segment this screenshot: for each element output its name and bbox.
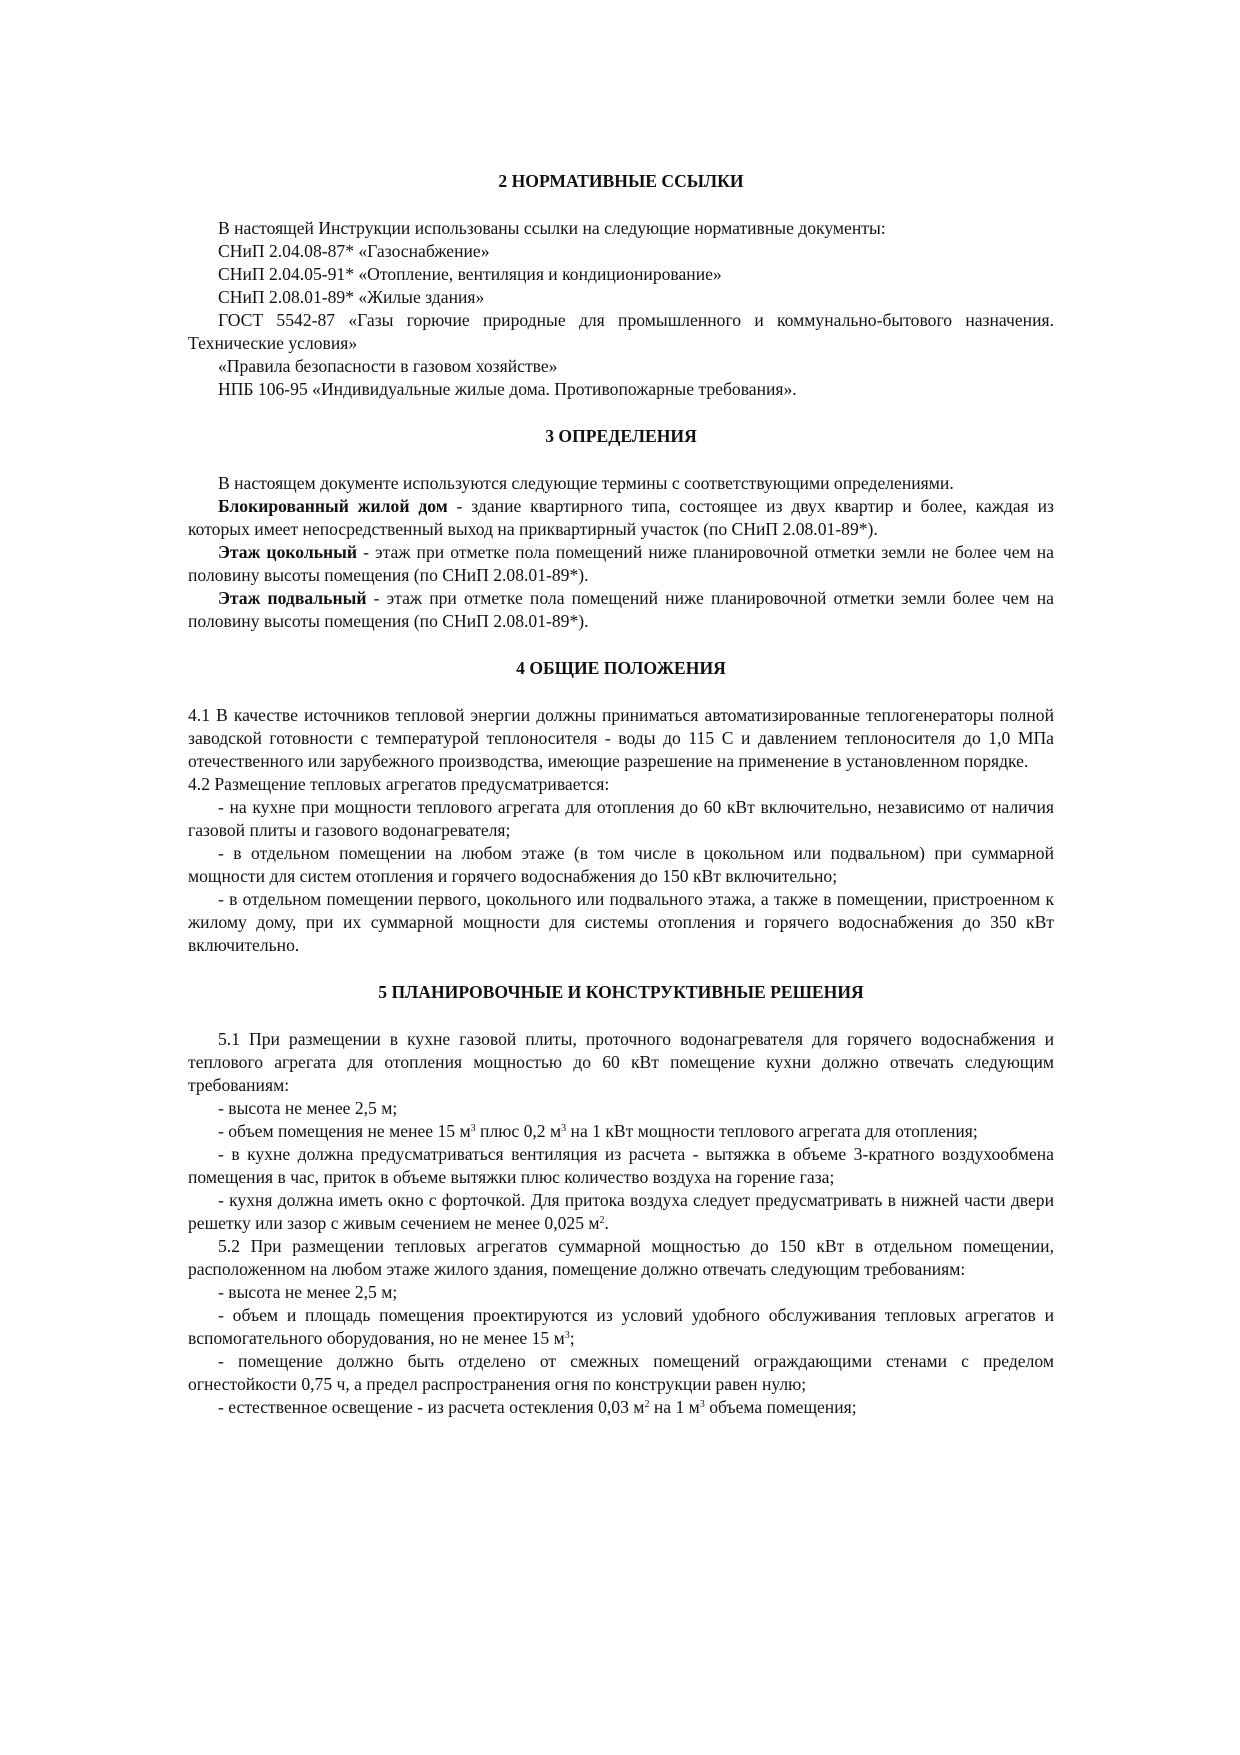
- text: плюс 0,2 м: [475, 1121, 562, 1141]
- section-4-body: [188, 704, 1054, 957]
- paragraph: 5.1 При размещении в кухне газовой плиты, проточного водонагревателя для горячего водоснабжения и теплового агрегата для отопления мощностью до 60 кВт помещение кухни должно отвечать следующим требованиям:: [188, 1029, 1054, 1095]
- list-item: - на кухне при мощности теплового агрегата для отопления до 60 кВт включительно, независимо от наличия газовой плиты и газового водонагревателя;: [188, 797, 1054, 840]
- text: на 1 м: [649, 1397, 700, 1417]
- text: на 1 кВт мощности теплового агрегата для отопления;: [566, 1121, 978, 1141]
- reference-item: НПБ 106-95 «Индивидуальные жилые дома. Противопожарные требования».: [218, 379, 797, 399]
- text: ;: [569, 1328, 575, 1348]
- superscript: 2: [644, 1399, 650, 1410]
- term: Этаж цокольный: [218, 542, 358, 562]
- superscript: 3: [561, 1123, 567, 1134]
- reference-item: «Правила безопасности в газовом хозяйстве»: [218, 356, 558, 376]
- superscript: 3: [699, 1399, 705, 1410]
- paragraph: 4.1 В качестве источников тепловой энергии должны приниматься автоматизированные теплогенераторы полной заводской готовности с температурой теплоносителя - воды до 115 С и давлением теплоносителя до 1,0 МПа отечественного или зарубежного производства, имеющие разрешение на применение в установленном порядке.: [188, 705, 1054, 771]
- list-item: - высота не менее 2,5 м;: [218, 1098, 398, 1118]
- term: Блокированный жилой дом: [218, 496, 448, 516]
- reference-item: СНиП 2.04.05-91* «Отопление, вентиляция и кондиционирование»: [218, 264, 722, 284]
- text: - объем и площадь помещения проектируются из условий удобного обслуживания тепловых агрегатов и вспомогательного оборудования, но не менее 15 м: [188, 1305, 1054, 1348]
- paragraph: 4.2 Размещение тепловых агрегатов предусматривается:: [188, 774, 610, 794]
- reference-item: ГОСТ 5542-87 «Газы горючие природные для промышленного и коммунально-бытового назначения. Технические условия»: [188, 310, 1054, 353]
- list-item: - в отдельном помещении первого, цокольного или подвального этажа, а также в помещении, пристроенном к жилому дому, при их суммарной мощности для системы отопления и горячего водоснабжения до 350 кВт включительно.: [188, 889, 1054, 955]
- list-item: [188, 1189, 1054, 1235]
- section-5-body: [188, 1028, 1054, 1419]
- section-2-heading: 2 НОРМАТИВНЫЕ ССЫЛКИ: [498, 171, 744, 191]
- definition: [188, 541, 1054, 587]
- section-3-heading: 3 ОПРЕДЕЛЕНИЯ: [545, 426, 697, 446]
- document-page: [188, 170, 1054, 1419]
- definition-text: - этаж при отметке пола помещений ниже планировочной отметки земли более чем на половину высоты помещения (по СНиП 2.08.01-89*).: [188, 588, 1054, 631]
- section-4-heading: 4 ОБЩИЕ ПОЛОЖЕНИЯ: [516, 658, 726, 678]
- definition-text: - здание квартирного типа, состоящее из двух квартир и более, каждая из которых имеет непосредственный выход на приквартирный участок (по СНиП 2.08.01-89*).: [188, 496, 1054, 539]
- reference-item: СНиП 2.04.08-87* «Газоснабжение»: [218, 241, 490, 261]
- list-item: [188, 1396, 1054, 1419]
- section-5-heading: 5 ПЛАНИРОВОЧНЫЕ И КОНСТРУКТИВНЫЕ РЕШЕНИЯ: [378, 982, 864, 1002]
- list-item: - в кухне должна предусматриваться вентиляция из расчета - вытяжка в объеме 3-кратного воздухообмена помещения в час, приток в объеме вытяжки плюс количество воздуха на горение газа;: [188, 1144, 1054, 1187]
- superscript: 3: [470, 1123, 476, 1134]
- text: .: [604, 1213, 609, 1233]
- definition: [188, 495, 1054, 541]
- list-item: [188, 1120, 1054, 1143]
- paragraph: 5.2 При размещении тепловых агрегатов суммарной мощностью до 150 кВт в отдельном помещении, расположенном на любом этаже жилого здания, помещение должно отвечать следующим требованиям:: [188, 1236, 1054, 1279]
- definition: [188, 587, 1054, 633]
- list-item: - высота не менее 2,5 м;: [218, 1282, 398, 1302]
- text: объема помещения;: [704, 1397, 857, 1417]
- superscript: 3: [564, 1330, 570, 1341]
- paragraph: В настоящей Инструкции использованы ссылки на следующие нормативные документы:: [218, 218, 886, 238]
- paragraph: В настоящем документе используются следующие термины с соответствующими определениями.: [218, 473, 954, 493]
- text: - естественное освещение - из расчета остекления 0,03 м: [218, 1397, 645, 1417]
- definition-text: - этаж при отметке пола помещений ниже планировочной отметки земли не более чем на половину высоты помещения (по СНиП 2.08.01-89*).: [188, 542, 1054, 585]
- list-item: - в отдельном помещении на любом этаже (в том числе в цокольном или подвальном) при суммарной мощности для систем отопления и горячего водоснабжения до 150 кВт включительно;: [188, 843, 1054, 886]
- term: Этаж подвальный: [218, 588, 367, 608]
- list-item: - помещение должно быть отделено от смежных помещений ограждающими стенами с пределом огнестойкости 0,75 ч, а предел распространения огня по конструкции равен нулю;: [188, 1351, 1054, 1394]
- section-3-body: [188, 472, 1054, 633]
- text: - объем помещения не менее 15 м: [218, 1121, 471, 1141]
- list-item: [188, 1304, 1054, 1350]
- text: - кухня должна иметь окно с форточкой. Для притока воздуха следует предусматривать в нижней части двери решетку или зазор с живым сечением не менее 0,025 м: [188, 1190, 1054, 1233]
- reference-item: СНиП 2.08.01-89* «Жилые здания»: [218, 287, 485, 307]
- superscript: 2: [599, 1215, 605, 1226]
- section-2-body: [188, 217, 1054, 401]
